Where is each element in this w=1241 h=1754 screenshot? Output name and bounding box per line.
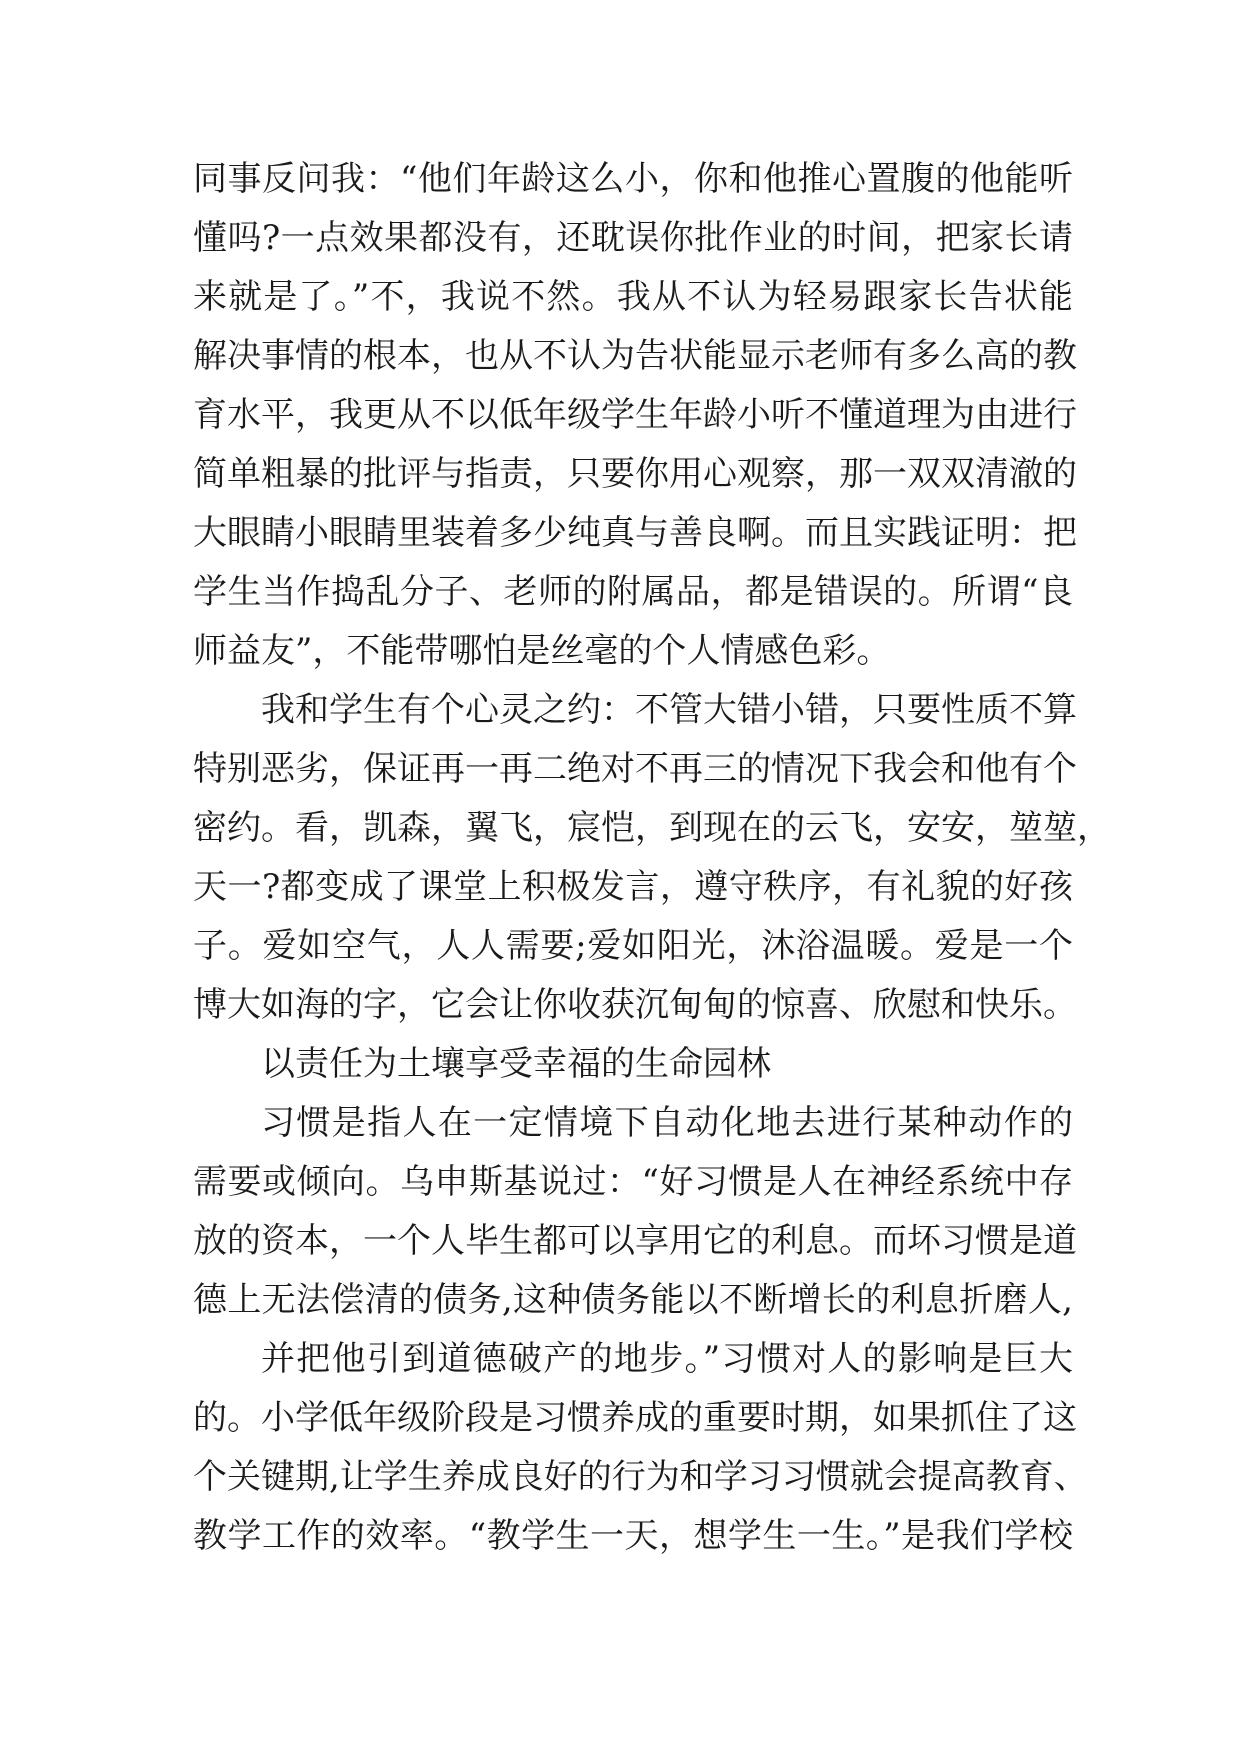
text-line: 子。爱如空气，人人需要;爱如阳光，沐浴温暖。爱是一个 [193,926,1073,966]
section-heading: 以责任为土壤享受幸福的生命园林 [261,1044,771,1084]
text-line: 师益友”，不能带哪怕是丝毫的个人情感色彩。 [193,631,891,671]
text-line: 特别恶劣，保证再一再二绝对不再三的情况下我会和他有个 [193,749,1077,789]
text-line: 的。小学低年级阶段是习惯养成的重要时期，如果抓住了这 [193,1398,1077,1438]
text-line: 天一?都变成了课堂上积极发言，遵守秩序，有礼貌的好孩 [193,867,1073,907]
text-line: 来就是了。”不，我说不然。我从不认为轻易跟家长告状能 [193,277,1073,317]
text-line: 个关键期,让学生养成良好的行为和学习习惯就会提高教育、 [193,1457,1088,1497]
text-line: 大眼睛小眼睛里装着多少纯真与善良啊。而且实践证明：把 [193,513,1077,553]
text-line: 育水平，我更从不以低年级学生年龄小听不懂道理为由进行 [193,395,1077,435]
text-line: 放的资本，一个人毕生都可以享用它的利息。而坏习惯是道 [193,1221,1077,1261]
text-line: 教学工作的效率。“教学生一天，想学生一生。”是我们学校 [193,1516,1073,1556]
text-line: 简单粗暴的批评与指责，只要你用心观察，那一双双清澈的 [193,454,1077,494]
paragraph-first-line: 习惯是指人在一定情境下自动化地去进行某种动作的 [261,1103,1073,1143]
text-line: 学生当作捣乱分子、老师的附属品，都是错误的。所谓“良 [193,572,1073,612]
text-line: 密约。看，凯森，翼飞，宸恺，到现在的云飞，安安，堃堃， [193,808,1111,848]
text-line: 懂吗?一点效果都没有，还耽误你批作业的时间，把家长请 [193,218,1073,258]
text-line: 博大如海的字，它会让你收获沉甸甸的惊喜、欣慰和快乐。 [193,985,1077,1025]
text-line: 解决事情的根本，也从不认为告状能显示老师有多么高的教 [193,336,1077,376]
text-line: 德上无法偿清的债务,这种债务能以不断增长的利息折磨人, [193,1280,1073,1320]
paragraph-first-line: 并把他引到道德破产的地步。”习惯对人的影响是巨大 [261,1339,1073,1379]
text-line: 同事反问我：“他们年龄这么小，你和他推心置腹的他能听 [193,159,1073,199]
paragraph-first-line: 我和学生有个心灵之约：不管大错小错，只要性质不算 [261,690,1077,730]
text-line: 需要或倾向。乌申斯基说过：“好习惯是人在神经系统中存 [193,1162,1073,1202]
